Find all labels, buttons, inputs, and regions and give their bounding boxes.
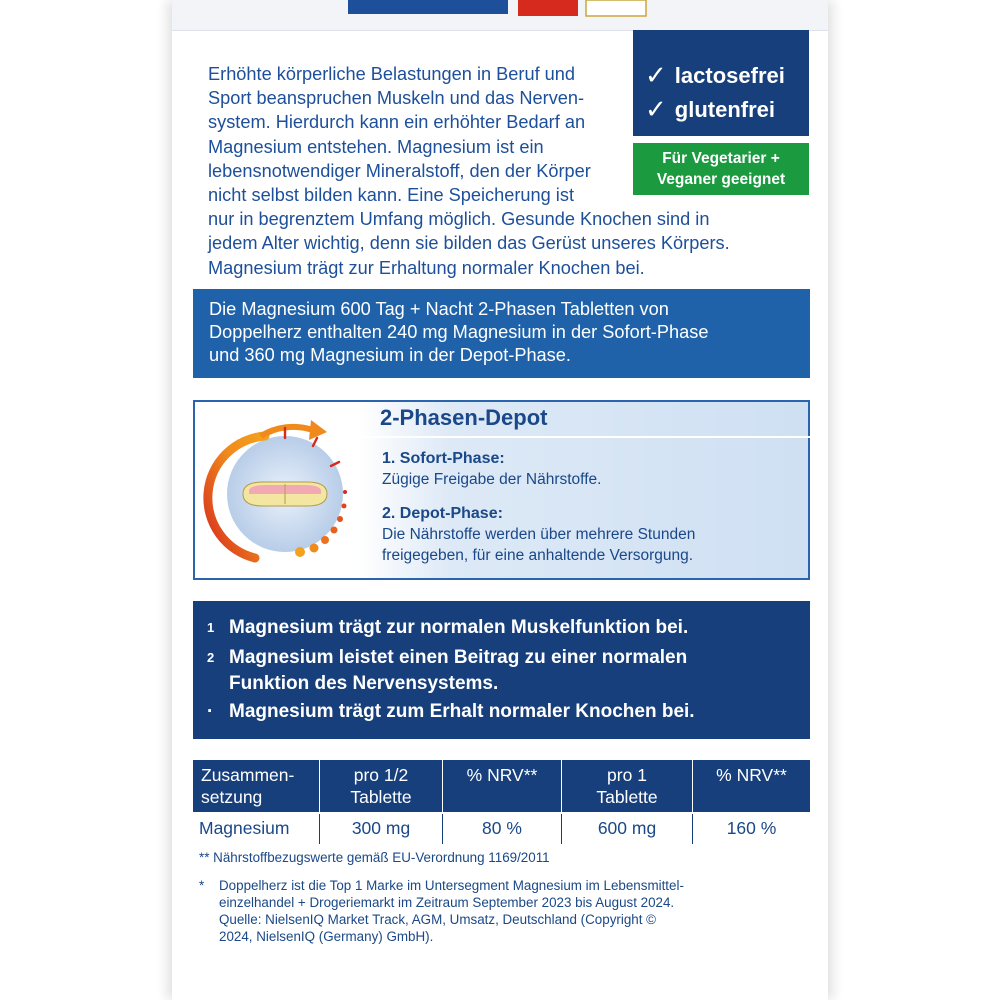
claim-text: Magnesium trägt zum Erhalt normaler Knochen bei. — [229, 701, 695, 722]
header-line: pro 1 — [607, 765, 647, 785]
intro-line: nur in begrenztem Umfang möglich. Gesunde Knochen sind in — [208, 209, 710, 230]
gluten-free-claim — [645, 94, 775, 125]
phase-1-title: 1. Sofort-Phase: — [382, 450, 505, 467]
phase-1-text: Zügige Freigabe der Nährstoffe. — [382, 471, 602, 488]
phase-2-text: Die Nährstoffe werden über mehrere Stunden — [382, 526, 696, 543]
header-composition — [201, 764, 319, 808]
footnote-line: Doppelherz ist die Top 1 Marke im Untersegment Magnesium im Lebensmittel- — [219, 878, 684, 893]
header-half-tablet — [320, 764, 442, 808]
column-divider — [692, 760, 693, 812]
vegan-badge — [633, 143, 809, 195]
phase-1 — [382, 448, 601, 490]
intro-line: lebensnotwendiger Mineralstoff, den der Körper — [208, 160, 591, 181]
nrv-footnote: ** Nährstoffbezugswerte gemäß EU-Verordnung 1169/2011 — [199, 850, 550, 865]
header-line: % NRV** — [716, 765, 787, 785]
footnote-line: einzelhandel + Drogeriemarkt im Zeitraum September 2023 bis August 2024. — [219, 895, 675, 910]
progress-arrow-shaft — [261, 427, 313, 436]
header-line: pro 1/2 — [353, 765, 409, 785]
claim-bullet: · — [207, 701, 214, 722]
header-line: Tablette — [350, 787, 412, 807]
intro-line: nicht selbst bilden kann. Eine Speicherung ist — [208, 185, 574, 206]
health-claim — [207, 699, 695, 725]
cell-half-tablet-amount: 300 mg — [351, 818, 411, 838]
free-from-badge — [633, 30, 809, 136]
cell-full-tablet-nrv: 160 % — [726, 818, 777, 838]
intro-line: Sport beanspruchen Muskeln und das Nerven- — [208, 88, 585, 109]
depot-release-illustration — [203, 406, 363, 576]
lactose-free-label: lactosefrei — [674, 62, 785, 88]
health-claims-panel — [193, 601, 810, 739]
header-line: setzung — [201, 787, 263, 807]
column-divider — [561, 760, 562, 812]
row-divider — [319, 814, 320, 844]
claim-text: Funktion des Nervensystems. — [229, 673, 499, 694]
row-divider — [442, 814, 443, 844]
header-nrv-full — [693, 764, 810, 786]
claim-text: Magnesium trägt zur normalen Muskelfunktion bei. — [229, 617, 689, 638]
cell-full-tablet-amount: 600 mg — [597, 818, 657, 838]
tablet-icon — [243, 482, 327, 506]
cell-half-tablet-nrv: 80 % — [482, 818, 522, 838]
footnote-line: Quelle: NielsenIQ Market Track, AGM, Umsatz, Deutschland (Copyright © — [219, 912, 657, 927]
vegan-badge-line: Für Vegetarier + — [662, 150, 780, 167]
nutrition-table-header — [193, 760, 810, 812]
phase-2-text: freigegeben, für eine anhaltende Versorgung. — [382, 547, 694, 564]
lactose-free-claim — [645, 60, 785, 91]
vegan-badge-line: Veganer geeignet — [656, 171, 786, 188]
progress-arrow-head — [309, 420, 327, 440]
depot-title: 2-Phasen-Depot — [380, 405, 548, 430]
star-footnote-mark: * — [199, 878, 205, 893]
band-line: Die Magnesium 600 Tag + Nacht 2-Phasen Tabletten von — [209, 299, 669, 319]
brand-logo-fragment — [342, 0, 662, 18]
health-claim-continuation — [207, 671, 498, 697]
intro-line: jedem Alter wichtig, denn sie bilden das Gerüst unseres Körpers. — [208, 233, 730, 254]
row-divider — [561, 814, 562, 844]
header-line: Zusammen- — [201, 765, 295, 785]
gluten-free-label: glutenfrei — [674, 96, 776, 122]
depot-title-rule — [360, 436, 810, 438]
cell-nutrient: Magnesium — [199, 818, 290, 838]
intro-line: Magnesium entstehen. Magnesium ist ein — [208, 136, 544, 157]
claim-footnote-mark: 1 — [207, 620, 215, 635]
checkmark-icon: ✓ — [645, 60, 667, 90]
claim-footnote-mark: 2 — [207, 650, 215, 665]
health-claim — [207, 615, 688, 641]
header-line: Tablette — [596, 787, 658, 807]
health-claim — [207, 645, 687, 671]
intro-line: Erhöhte körperliche Belastungen in Beruf und — [208, 64, 576, 84]
intro-line: system. Hierdurch kann ein erhöhter Bedarf an — [208, 112, 586, 133]
intro-line: Magnesium trägt zur Erhaltung normaler Knochen bei. — [208, 257, 645, 278]
band-line: und 360 mg Magnesium in der Depot-Phase. — [209, 345, 571, 365]
footnote-line: 2024, NielsenIQ (Germany) GmbH). — [219, 929, 434, 944]
phase-2 — [382, 503, 695, 566]
row-divider — [692, 814, 693, 844]
star-footnote — [219, 877, 684, 945]
band-line: Doppelherz enthalten 240 mg Magnesium in der Sofort-Phase — [209, 322, 709, 342]
header-line: % NRV** — [466, 765, 538, 785]
column-divider — [442, 760, 443, 812]
dosage-info-band — [193, 289, 810, 378]
header-full-tablet — [562, 764, 692, 808]
package-top-edge — [172, 0, 828, 31]
claim-text: Magnesium leistet einen Beitrag zu einer normalen — [229, 647, 688, 668]
checkmark-icon: ✓ — [645, 94, 667, 124]
phase-2-title: 2. Depot-Phase: — [382, 505, 503, 522]
header-nrv-half — [443, 764, 561, 786]
column-divider — [319, 760, 320, 812]
